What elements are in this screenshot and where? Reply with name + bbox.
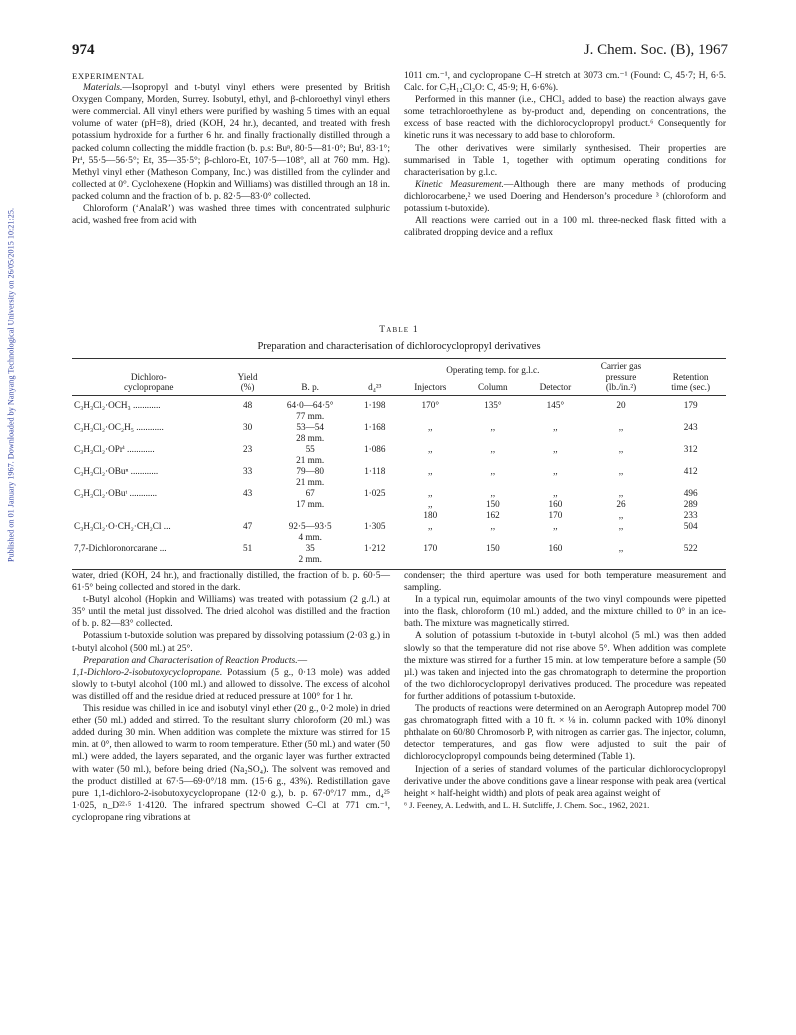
paragraph: Chloroform (‘AnalaR’) was washed three times with concentrated sulphuric acid, washed free from acid with	[72, 204, 390, 227]
table-title: Preparation and characterisation of dichlorocyclopropyl derivatives	[257, 341, 541, 352]
header-detector: Detector	[524, 375, 587, 395]
cell-density: 1·025	[364, 488, 386, 498]
cell-bp: 92·5—93·5	[288, 521, 332, 531]
table-row	[72, 400, 726, 411]
table-row	[72, 466, 726, 477]
cell-bp-pressure: 21 mm.	[296, 477, 325, 487]
header-density: d₄²³	[351, 359, 399, 396]
cell-retention: 179	[683, 400, 698, 410]
cell-bp: 67	[305, 488, 315, 498]
paragraph-lead: Preparation and Characterisation of Reaction Products.	[83, 655, 298, 666]
cell-detector: ,,	[553, 466, 558, 476]
cell-pressure: ,,	[618, 444, 624, 454]
paragraph: This residue was chilled in ice and isobutyl vinyl ether (20 g., 0·2 mole) in dried ether (50 ml.) added and stirred. To the resultant slurry chloroform (20 ml.) was added during 30 min. When addition was complete the mixture was stirred for 15 min. at 0°, then allowed to warm to room temperature. Ether (50 ml.) and water (50 ml.) were added, the layers separated, and the organic layer was further extracted with water (50 ml.), before being dried (Na₂SO₄). The solvent was removed and the product distilled at 67·5—69·0°/18 mm. (15·6 g., 43%). Redistillation gave pure 1,1-dichloro-2-isobutoxycyclopropane (12·0 g.), b. p. 67·0°/17 mm., d₄²⁵ 1·025, n_D²²·⁵ 1·4120. The infrared spectrum showed C–Cl at 771 cm.⁻¹, cyclopropane ring vibrations at	[72, 704, 390, 823]
cell-retention: 243	[683, 422, 698, 432]
cell-density: 1·198	[364, 400, 386, 410]
cell-detector: 145°	[546, 400, 565, 410]
right-column-top	[404, 70, 726, 239]
cell-retention: 312	[683, 444, 698, 454]
table-row	[72, 521, 726, 532]
table-row-cont	[72, 532, 726, 543]
cell-pressure: ,,	[618, 488, 624, 498]
left-column-top	[72, 70, 390, 227]
cell-detector: ,,	[553, 521, 558, 531]
cell-compound: C₃H₃Cl₂·OCH₃ ............	[74, 400, 161, 410]
cell-yield: 33	[243, 466, 253, 476]
cell-column: 162	[485, 510, 500, 520]
journal-name: J. Chem. Soc. (B), 1967	[583, 42, 728, 58]
cell-column: 150	[485, 543, 500, 553]
paragraph: Materials.—Isopropyl and t-butyl vinyl ethers were presented by British Oxygen Company, Morden, Surrey. Isobutyl, ethyl, and β-chloroethyl vinyl ethers were commercial. All vinyl ethers were purified by washing 5 times with an equal volume of water (pH=8), dried (KOH, 24 hr.), decanted, and treated with fresh potassium hydroxide for a further 6 hr. and finally fractionally distilled through a packed column collecting the middle fraction (b. p.s: Buⁿ, 80·5—81·0°; Buⁱ, 83·1°; Prⁱ, 55·5—56·5°; Et, 35—35·5°; β-chloro-Et, 107·5—108°, all at 760 mm. Hg). Methyl vinyl ether (Matheson Company, Inc.) was distilled from the cylinder and collected at 0°. Cyclohexene (Hopkin and Williams) was distilled through an 18 in. packed column and the fraction of b. p. 82·5—83·0° collected.	[72, 83, 390, 202]
table-row-cont	[72, 433, 726, 444]
table-row-cont	[72, 477, 726, 488]
cell-injectors: ,,	[427, 422, 433, 432]
paragraph: Injection of a series of standard volumes of the particular dichlorocyclopropyl derivative under the above conditions gave a linear response with peak area (vertical height × half-height width) and plots of peak area against weight of	[404, 764, 726, 799]
cell-yield: 47	[243, 521, 253, 531]
cell-compound: C₃H₃Cl₂·OC₂H₅ ............	[74, 422, 164, 432]
cell-yield: 30	[243, 422, 253, 432]
cell-injectors: ,,	[427, 521, 433, 531]
cell-injectors: 180	[423, 510, 438, 520]
cell-pressure: ,,	[618, 466, 624, 476]
cell-detector: 160	[548, 543, 563, 553]
header-retention: Retention time (sec.)	[655, 359, 726, 396]
cell-detector: 160	[548, 499, 563, 509]
table-row-cont	[72, 554, 726, 570]
footnote: ⁶ J. Feeney, A. Ledwith, and L. H. Sutcliffe, J. Chem. Soc., 1962, 2021.	[404, 799, 650, 810]
cell-pressure: ,,	[618, 521, 624, 531]
cell-density: 1·118	[364, 466, 386, 476]
header-column: Column	[462, 375, 525, 395]
cell-injectors: ,,	[427, 444, 433, 454]
cell-compound: C₃H₃Cl₂·OBuⁿ ............	[74, 466, 159, 476]
cell-detector: 170	[548, 510, 563, 520]
cell-detector: ,,	[553, 444, 558, 454]
page-number: 974	[72, 42, 95, 58]
cell-retention: 289	[683, 499, 698, 509]
header-compound: Dichloro- cyclopropane	[72, 359, 225, 396]
cell-bp: 55	[305, 444, 315, 454]
cell-compound: C₃H₃Cl₂·OBuᵗ ............	[74, 488, 158, 498]
paragraph: A solution of potassium t-butoxide in t-butyl alcohol (5 ml.) was then added slowly so that the temperature did not rise above 5°. When addition was complete the mixture was stirred for a further 15 min. at low temperature before a sample (50 µl.) was taken and injected into the gas chromatograph to determine the proportion of the two dichlorocyclopropyl derivatives produced. The procedure was repeated for further additions of potassium t-butoxide.	[404, 631, 726, 702]
paragraph: 1011 cm.⁻¹, and cyclopropane C–H stretch at 3073 cm.⁻¹ (Found: C, 45·7; H, 6·5. Calc. for C₇H₁₂Cl₂O: C, 45·9; H, 6·6%).	[404, 71, 726, 94]
cell-compound: C₃H₃Cl₂·O·CH₂·CH₂Cl ...	[74, 521, 171, 531]
cell-yield: 48	[243, 400, 253, 410]
cell-bp: 64·0—64·5°	[286, 400, 334, 410]
cell-column: ,,	[490, 521, 496, 531]
table-caption: Table 1	[379, 325, 419, 335]
cell-injectors: 170°	[421, 400, 439, 410]
cell-column: ,,	[490, 444, 496, 454]
left-column-bottom	[72, 570, 390, 824]
table-row-cont	[72, 499, 726, 510]
cell-column: ,,	[490, 422, 496, 432]
cell-column: 135°	[484, 400, 502, 410]
paragraph: Preparation and Characterisation of Reaction Products.— 1,1-Dichloro-2-isobutoxycyclopropane. Potassium (5 g., 0·13 mole) was added slowly to t-butyl alcohol (100 ml.) and allowed to dissolve. The excess of alcohol was distilled off and the residue dried at reduced pressure at 100° for 1 hr.	[72, 655, 390, 702]
table-row	[72, 444, 726, 455]
table-row-cont	[72, 455, 726, 466]
cell-column: 150	[485, 499, 500, 509]
cell-detector: ,,	[553, 422, 558, 432]
cell-column: ,,	[490, 466, 496, 476]
right-column-bottom	[404, 570, 726, 811]
cell-retention: 504	[683, 521, 698, 531]
cell-yield: 23	[243, 444, 253, 454]
cell-retention: 233	[683, 510, 698, 520]
cell-injectors: ,,	[427, 488, 433, 498]
paragraph: All reactions were carried out in a 100 ml. three-necked flask fitted with a calibrated dropping device and a reflux	[404, 216, 726, 239]
table-row	[72, 488, 726, 499]
cell-pressure: ,,	[618, 510, 624, 520]
cell-injectors: 170	[423, 543, 438, 553]
paragraph: Kinetic Measurement.—Although there are many methods of producing dichlorocarbene,² we used Doering and Henderson’s procedure ³ (chloroform and potassium t-butoxide).	[404, 179, 726, 215]
paragraph-lead: Materials.	[83, 83, 123, 94]
cell-bp-pressure: 28 mm.	[296, 433, 325, 443]
page-header	[72, 42, 728, 60]
cell-pressure: ,,	[618, 422, 624, 432]
cell-density: 1·086	[364, 444, 386, 454]
cell-retention: 522	[683, 543, 698, 553]
paragraph: The other derivatives were similarly synthesised. Their properties are summarised in Table 1, together with optimum operating conditions for characterisation by g.l.c.	[404, 143, 726, 178]
table-1	[72, 325, 726, 570]
header-bp: B. p.	[270, 359, 351, 396]
paragraph-lead: Kinetic Measurement.	[415, 179, 504, 190]
table-row-cont	[72, 510, 726, 521]
paragraph: condenser; the third aperture was used for both temperature measurement and sampling.	[404, 571, 726, 594]
download-watermark-text: Published on 01 January 1967. Downloaded by Nanyang Technological University on 26/05/2015 10:21:25.	[6, 207, 16, 563]
cell-bp: 79—80	[296, 466, 324, 476]
cell-yield: 51	[243, 543, 253, 553]
derivatives-table	[72, 358, 726, 570]
cell-retention: 496	[683, 488, 698, 498]
paragraph: water, dried (KOH, 24 hr.), and fractionally distilled, the fraction of b. p. 60·5—61·5° being collected and stored in the dark.	[72, 571, 390, 594]
table-row	[72, 422, 726, 433]
paragraph: The products of reactions were determined on an Aerograph Autoprep model 700 gas chromatograph fitted with a 10 ft. × ⅛ in. column packed with 10% dinonyl phthalate on 60/80 Chromosorb P, with nitrogen as carrier gas. The injector, column, detector temperatures, and gas flow were adjusted to suit the pair of dichlorocyclopropyl compounds being determined (Table 1).	[404, 704, 726, 763]
paragraph: Potassium t-butoxide solution was prepared by dissolving potassium (2·03 g.) in t-butyl alcohol (500 ml.) at 25°.	[72, 631, 390, 654]
cell-detector: ,,	[553, 488, 558, 498]
paragraph-lead: 1,1-Dichloro-2-isobutoxycyclopropane.	[72, 667, 223, 678]
cell-bp-pressure: 77 mm.	[296, 411, 325, 421]
download-watermark	[4, 150, 18, 620]
table-row	[72, 543, 726, 554]
paragraph: Performed in this manner (i.e., CHCl₃ added to base) the reaction always gave some tetrachloroethylene as by-product and, depending on concentrations, the excess of base reacted with the dichlorocyclopropyl product.⁶ Consequently for kinetic runs it was necessary to add base to chloroform.	[404, 95, 726, 142]
paragraph: t-Butyl alcohol (Hopkin and Williams) was treated with potassium (2 g./l.) at 35° until the metal just dissolved. The dried alcohol was distilled and the fraction of b. p. 82—83° collected.	[72, 595, 390, 630]
header-operating-temp: Operating temp. for g.l.c.	[399, 359, 587, 376]
table-row-cont	[72, 411, 726, 422]
header-injectors: Injectors	[399, 375, 462, 395]
cell-retention: 412	[683, 466, 698, 476]
cell-yield: 43	[243, 488, 253, 498]
cell-injectors: ,,	[427, 499, 433, 509]
cell-bp-pressure: 4 mm.	[298, 532, 322, 542]
cell-injectors: ,,	[427, 466, 433, 476]
section-heading: EXPERIMENTAL	[72, 71, 145, 81]
cell-compound: C₃H₃Cl₂·OPrⁱ ............	[74, 444, 155, 454]
cell-pressure: ,,	[618, 543, 624, 553]
cell-bp: 53—54	[296, 422, 324, 432]
header-yield: Yield (%)	[225, 359, 269, 396]
cell-compound: 7,7-Dichloronorcarane ...	[74, 543, 167, 553]
cell-bp-pressure: 2 mm.	[270, 554, 351, 570]
cell-column: ,,	[490, 488, 496, 498]
cell-density: 1·212	[364, 543, 386, 553]
header-pressure: Carrier gas pressure (lb./in.²)	[587, 359, 656, 396]
cell-density: 1·305	[364, 521, 386, 531]
cell-bp-pressure: 17 mm.	[296, 499, 325, 509]
cell-density: 1·168	[364, 422, 386, 432]
cell-bp-pressure: 21 mm.	[296, 455, 325, 465]
cell-bp: 35	[305, 543, 315, 553]
cell-pressure: 20	[616, 400, 626, 410]
cell-pressure: 26	[616, 499, 626, 509]
paragraph: In a typical run, equimolar amounts of the two vinyl compounds were pipetted into the flask, chloroform (10 ml.) added, and the mixture chilled to 0° in an ice-bath. The mixture was magnetically stirred.	[404, 595, 726, 630]
